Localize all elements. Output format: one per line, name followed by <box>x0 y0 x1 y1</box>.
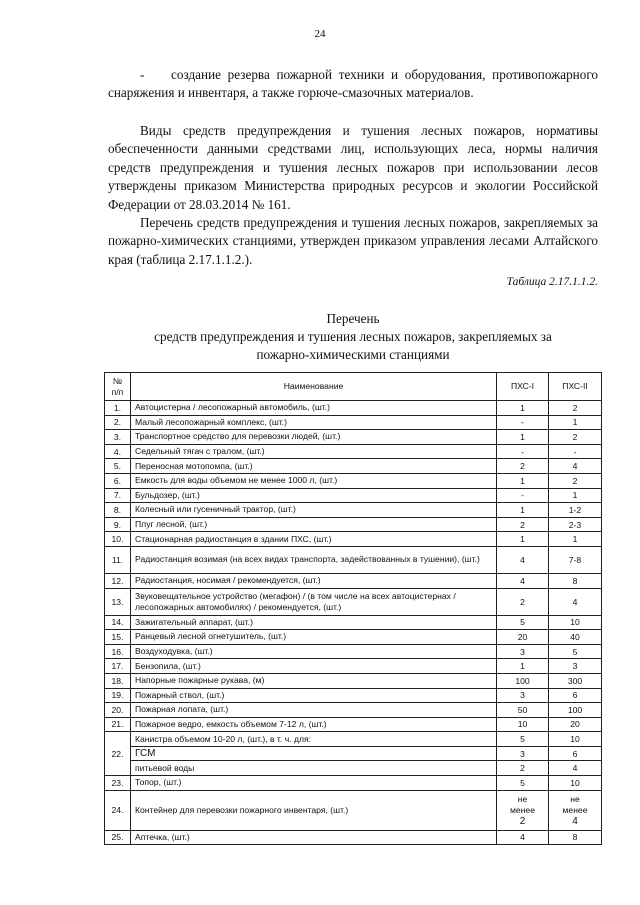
min-label: не менее <box>562 793 588 815</box>
row-pxs-1: 2 <box>497 517 549 532</box>
row-num: 8. <box>105 503 131 518</box>
table-row <box>105 588 602 615</box>
row-pxs-1: - <box>497 415 549 430</box>
row-pxs-2: 2 <box>549 401 602 416</box>
row-name: Пожарный ствол, (шт.) <box>131 688 497 703</box>
row-pxs-2: 6 <box>549 746 602 761</box>
row-name: Емкость для воды объемом не менее 1000 л, (шт.) <box>131 473 497 488</box>
row-num: 20. <box>105 703 131 718</box>
row-pxs-2: 8 <box>549 830 602 845</box>
row-pxs-1: 100 <box>497 673 549 688</box>
header-pxs-1: ПХС-I <box>497 373 549 401</box>
paragraph-2: Виды средств предупреждения и тушения лесных пожаров, нормативы обеспеченности данными средствами лиц, использующих леса, нормы наличия средств предупреждения и тушения лесных пожаров при использовании лесов утверждены приказом Министерства природных ресурсов и экологии Российской Федерации от 28.03.2014 № 161. <box>108 123 598 212</box>
row-pxs-1: - <box>497 444 549 459</box>
row-num: 16. <box>105 644 131 659</box>
row-num: 24. <box>105 790 131 830</box>
table-row <box>105 430 602 445</box>
row-pxs-2: 10 <box>549 615 602 630</box>
table-row <box>105 532 602 547</box>
row-name: Колесный или гусеничный трактор, (шт.) <box>131 503 497 518</box>
row-pxs-1: 10 <box>497 717 549 732</box>
table-title <box>108 310 598 364</box>
row-pxs-2: 300 <box>549 673 602 688</box>
row-pxs-2: 1 <box>549 532 602 547</box>
row-pxs-1: 5 <box>497 732 549 747</box>
table-row <box>105 415 602 430</box>
row-pxs-1: 1 <box>497 532 549 547</box>
min-value: 4 <box>572 815 578 827</box>
row-pxs-2: 5 <box>549 644 602 659</box>
table-row <box>105 488 602 503</box>
paragraph-1: - создание резерва пожарной техники и оборудования, противопожарного снаряжения и инвентаря, а также горюче-смазочных материалов. <box>108 67 598 101</box>
row-pxs-2: 6 <box>549 688 602 703</box>
row-name: Зажигательный аппарат, (шт.) <box>131 615 497 630</box>
row-name: Напорные пожарные рукава, (м) <box>131 673 497 688</box>
row-pxs-1: 3 <box>497 688 549 703</box>
row-num: 5. <box>105 459 131 474</box>
row-name: Плуг лесной, (шт.) <box>131 517 497 532</box>
row-num: 23. <box>105 776 131 791</box>
row-pxs-1: 3 <box>497 644 549 659</box>
row-pxs-2: 4 <box>549 459 602 474</box>
row-num: 13. <box>105 588 131 615</box>
row-pxs-2: 1-2 <box>549 503 602 518</box>
row-name: Пожарная лопата, (шт.) <box>131 703 497 718</box>
row-name: ГСМ <box>131 746 497 761</box>
row-name: Ранцевый лесной огнетушитель, (шт.) <box>131 630 497 645</box>
row-num: 10. <box>105 532 131 547</box>
row-pxs-2: 8 <box>549 573 602 588</box>
row-name: Бензопила, (шт.) <box>131 659 497 674</box>
row-pxs-2: 2 <box>549 430 602 445</box>
row-num: 14. <box>105 615 131 630</box>
table-body <box>105 401 602 732</box>
table-row <box>105 473 602 488</box>
row-num: 4. <box>105 444 131 459</box>
row-pxs-2: 3 <box>549 659 602 674</box>
row-pxs-1: 5 <box>497 615 549 630</box>
row-num: 22. <box>105 732 131 776</box>
paragraph-3: Перечень средств предупреждения и тушения лесных пожаров, закрепляемых за пожарно-химических станциями, утвержден приказом управления лесами Алтайского края (таблица 2.17.1.1.2.). <box>108 215 598 267</box>
row-pxs-2: - <box>549 444 602 459</box>
table-row <box>105 659 602 674</box>
row-num: 19. <box>105 688 131 703</box>
row-name: Переносная мотопомпа, (шт.) <box>131 459 497 474</box>
header-name: Наименование <box>131 373 497 401</box>
row-pxs-1: 4 <box>497 546 549 573</box>
table-row <box>105 615 602 630</box>
table-title-line-3: пожарно-химическими станциями <box>256 347 450 362</box>
min-value: 2 <box>519 815 526 827</box>
row-name: Звуковещательное устройство (мегафон) / (в том числе на всех автоцистернах / лесопожарных автомобилях) / рекомендуется, (шт.) <box>131 588 497 615</box>
row-num: 7. <box>105 488 131 503</box>
table-row <box>105 503 602 518</box>
table-row <box>105 688 602 703</box>
row-pxs-2: 7-8 <box>549 546 602 573</box>
row-pxs-1: - <box>497 488 549 503</box>
table-row <box>105 444 602 459</box>
row-name: Пожарное ведро, емкость объемом 7-12 л, (шт.) <box>131 717 497 732</box>
row-num: 18. <box>105 673 131 688</box>
row-pxs-2: 4 <box>549 761 602 776</box>
row-num: 2. <box>105 415 131 430</box>
min-label: не менее <box>510 793 535 815</box>
row-name: питьевой воды <box>131 761 497 776</box>
row-name: Канистра объемом 10-20 л, (шт.), в т. ч. для: <box>131 732 497 747</box>
row-pxs-1: 1 <box>497 473 549 488</box>
row-name: Воздуходувка, (шт.) <box>131 644 497 659</box>
table-row <box>105 459 602 474</box>
row-pxs-2: 4 <box>549 588 602 615</box>
row-pxs-1 <box>497 790 549 830</box>
row-num: 12. <box>105 573 131 588</box>
row-name: Малый лесопожарный комплекс, (шт.) <box>131 415 497 430</box>
row-num: 15. <box>105 630 131 645</box>
table-body-tail <box>105 732 602 845</box>
header-pxs-2: ПХС-II <box>549 373 602 401</box>
row-pxs-2: 2-3 <box>549 517 602 532</box>
table-row <box>105 703 602 718</box>
row-num: 1. <box>105 401 131 416</box>
row-num: 6. <box>105 473 131 488</box>
row-pxs-1: 4 <box>497 830 549 845</box>
page-number: 24 <box>314 28 326 40</box>
row-name: Бульдозер, (шт.) <box>131 488 497 503</box>
table-row <box>105 573 602 588</box>
row-pxs-1: 50 <box>497 703 549 718</box>
table-row <box>105 644 602 659</box>
table-row <box>105 546 602 573</box>
row-pxs-1: 1 <box>497 659 549 674</box>
row-name: Автоцистерна / лесопожарный автомобиль, (шт.) <box>131 401 497 416</box>
row-num: 3. <box>105 430 131 445</box>
row-pxs-2: 100 <box>549 703 602 718</box>
row-name: Аптечка, (шт.) <box>131 830 497 845</box>
row-pxs-2: 1 <box>549 488 602 503</box>
row-pxs-2: 2 <box>549 473 602 488</box>
row-name: Радиостанция возимая (на всех видах транспорта, задействованных в тушении), (шт.) <box>131 546 497 573</box>
table-row <box>105 717 602 732</box>
row-pxs-1: 4 <box>497 573 549 588</box>
row-pxs-1: 5 <box>497 776 549 791</box>
row-pxs-1: 20 <box>497 630 549 645</box>
row-pxs-1: 1 <box>497 503 549 518</box>
row-name: Транспортное средство для перевозки людей, (шт.) <box>131 430 497 445</box>
row-name: Радиостанция, носимая / рекомендуется, (шт.) <box>131 573 497 588</box>
row-pxs-1: 2 <box>497 588 549 615</box>
row-pxs-1: 2 <box>497 459 549 474</box>
row-pxs-1: 1 <box>497 401 549 416</box>
row-pxs-1: 3 <box>497 746 549 761</box>
table-row <box>105 630 602 645</box>
row-pxs-2: 20 <box>549 717 602 732</box>
row-pxs-2: 1 <box>549 415 602 430</box>
row-name: Седельный тягач с тралом, (шт.) <box>131 444 497 459</box>
row-pxs-1: 2 <box>497 761 549 776</box>
table-title-line-2: средств предупреждения и тушения лесных пожаров, закрепляемых за <box>154 329 552 344</box>
table-title-line-1: Перечень <box>326 311 380 326</box>
header-num: № п/п <box>105 373 131 401</box>
equipment-table <box>104 372 602 845</box>
row-num: 9. <box>105 517 131 532</box>
row-num: 21. <box>105 717 131 732</box>
row-pxs-2: 10 <box>549 776 602 791</box>
row-num: 11. <box>105 546 131 573</box>
row-num: 25. <box>105 830 131 845</box>
table-label: Таблица 2.17.1.1.2. <box>506 276 598 288</box>
row-name: Стационарная радиостанция в здании ПХС, (шт.) <box>131 532 497 547</box>
table-row <box>105 517 602 532</box>
row-name: Контейнер для перевозки пожарного инвентаря, (шт.) <box>131 790 497 830</box>
table-row <box>105 401 602 416</box>
row-name: Топор, (шт.) <box>131 776 497 791</box>
row-pxs-2: 10 <box>549 732 602 747</box>
row-pxs-1: 1 <box>497 430 549 445</box>
row-num: 17. <box>105 659 131 674</box>
row-pxs-2 <box>549 790 602 830</box>
table-row <box>105 673 602 688</box>
row-pxs-2: 40 <box>549 630 602 645</box>
